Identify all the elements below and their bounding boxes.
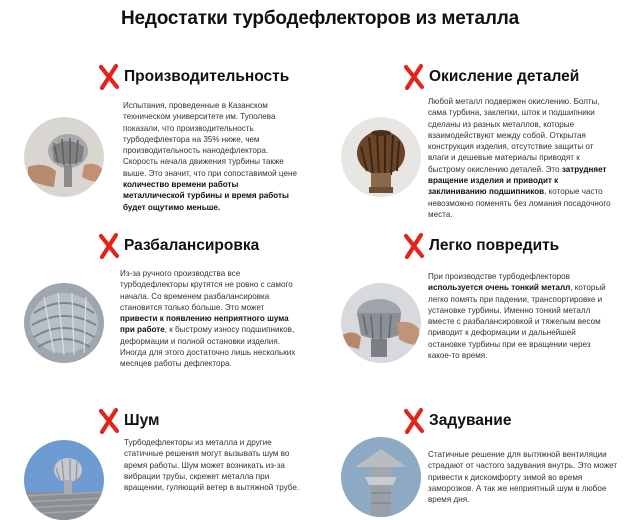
item-heading-row xyxy=(403,64,579,90)
item-heading-row xyxy=(98,408,159,434)
item-description: Из-за ручного производства все турбодефлекторы крутятся не ровно с самого начала. Со временем разбалансировка становится только больше. Это может привести к появлению неприятного шума при работе, к быстрому износу подшипников, деформации и полной остановки изделия. Иногда для этого достаточно лишь нескольких месяцев работы дефлектора. xyxy=(120,269,296,369)
item-heading: Окисление деталей xyxy=(429,68,580,85)
roof-turbine-photo xyxy=(24,440,104,520)
item-description: Испытания, проведенные в Казанском техническом университете им. Туполева показали, что производительность турбодефлектора на 35% ниже, чем производительность нанодефлектора. Скорость начала движения турбины также выше. Это значит, что при сопоставимой цене количество времени работы металлической турбины и время работы будет ощутимо меньше. xyxy=(123,101,297,212)
item-heading-row xyxy=(98,64,289,90)
red-x-icon xyxy=(98,233,120,259)
item-heading: Задувание xyxy=(429,412,512,429)
red-x-icon xyxy=(403,233,425,259)
rusty-turbine-photo xyxy=(341,117,421,197)
item-heading: Легко повредить xyxy=(429,237,560,254)
item-description: Статичные решение для вытяжной вентиляции страдают от частого задувания внутрь. Это может привести к дискомфорту зимой во время заморозков. А так же неприятный шум в любое время дня. xyxy=(428,450,618,505)
item-description: При производстве турбодефлекторов используется очень тонкий металл, который легко помять при падении, транспортировке и установке турбины. Именно тонкий металл вместе с разбалансировкой и тяжелым весом приводит к деформации и дальнейшей остановке турбины при ее вращении через какое-то время. xyxy=(428,272,606,361)
item-heading-row xyxy=(403,233,559,259)
item-heading-row xyxy=(403,408,511,434)
red-x-icon xyxy=(403,408,425,434)
item-heading: Разбалансировка xyxy=(124,237,260,254)
page-title: Недостатки турбодефлекторов из металла xyxy=(121,8,519,29)
item-description: Турбодефлекторы из металла и другие статичные решения могут вызывать шум во время работы. Шум может возникать из-за вибрации трубы, скрежет металла при вращении, гуляющий ветер в вытяжной трубе. xyxy=(124,438,300,493)
dented-turbine-photo xyxy=(341,283,421,363)
item-heading-row xyxy=(98,233,259,259)
chimney-cap-photo xyxy=(341,437,421,517)
red-x-icon xyxy=(98,64,120,90)
turbine-closeup-photo xyxy=(24,283,104,363)
item-heading: Шум xyxy=(124,412,160,429)
red-x-icon xyxy=(98,408,120,434)
turbine-photo xyxy=(24,117,104,197)
red-x-icon xyxy=(403,64,425,90)
item-description: Любой металл подвержен окислению. Болты, сама турбина, заклепки, шток и подшипники сделаны из разных металлов, которые взаимодействуют между собой. Открытая конструкция изделия, отсутствие защиты от влаги и дешевые материалы приводят к быстрому окислению деталей. Это затрудняет вращение изделия и приводит к заклиниванию подшипников, которые часто невозможно поменять без ломания посадочного места. xyxy=(428,97,611,219)
item-heading: Производительность xyxy=(124,68,290,85)
